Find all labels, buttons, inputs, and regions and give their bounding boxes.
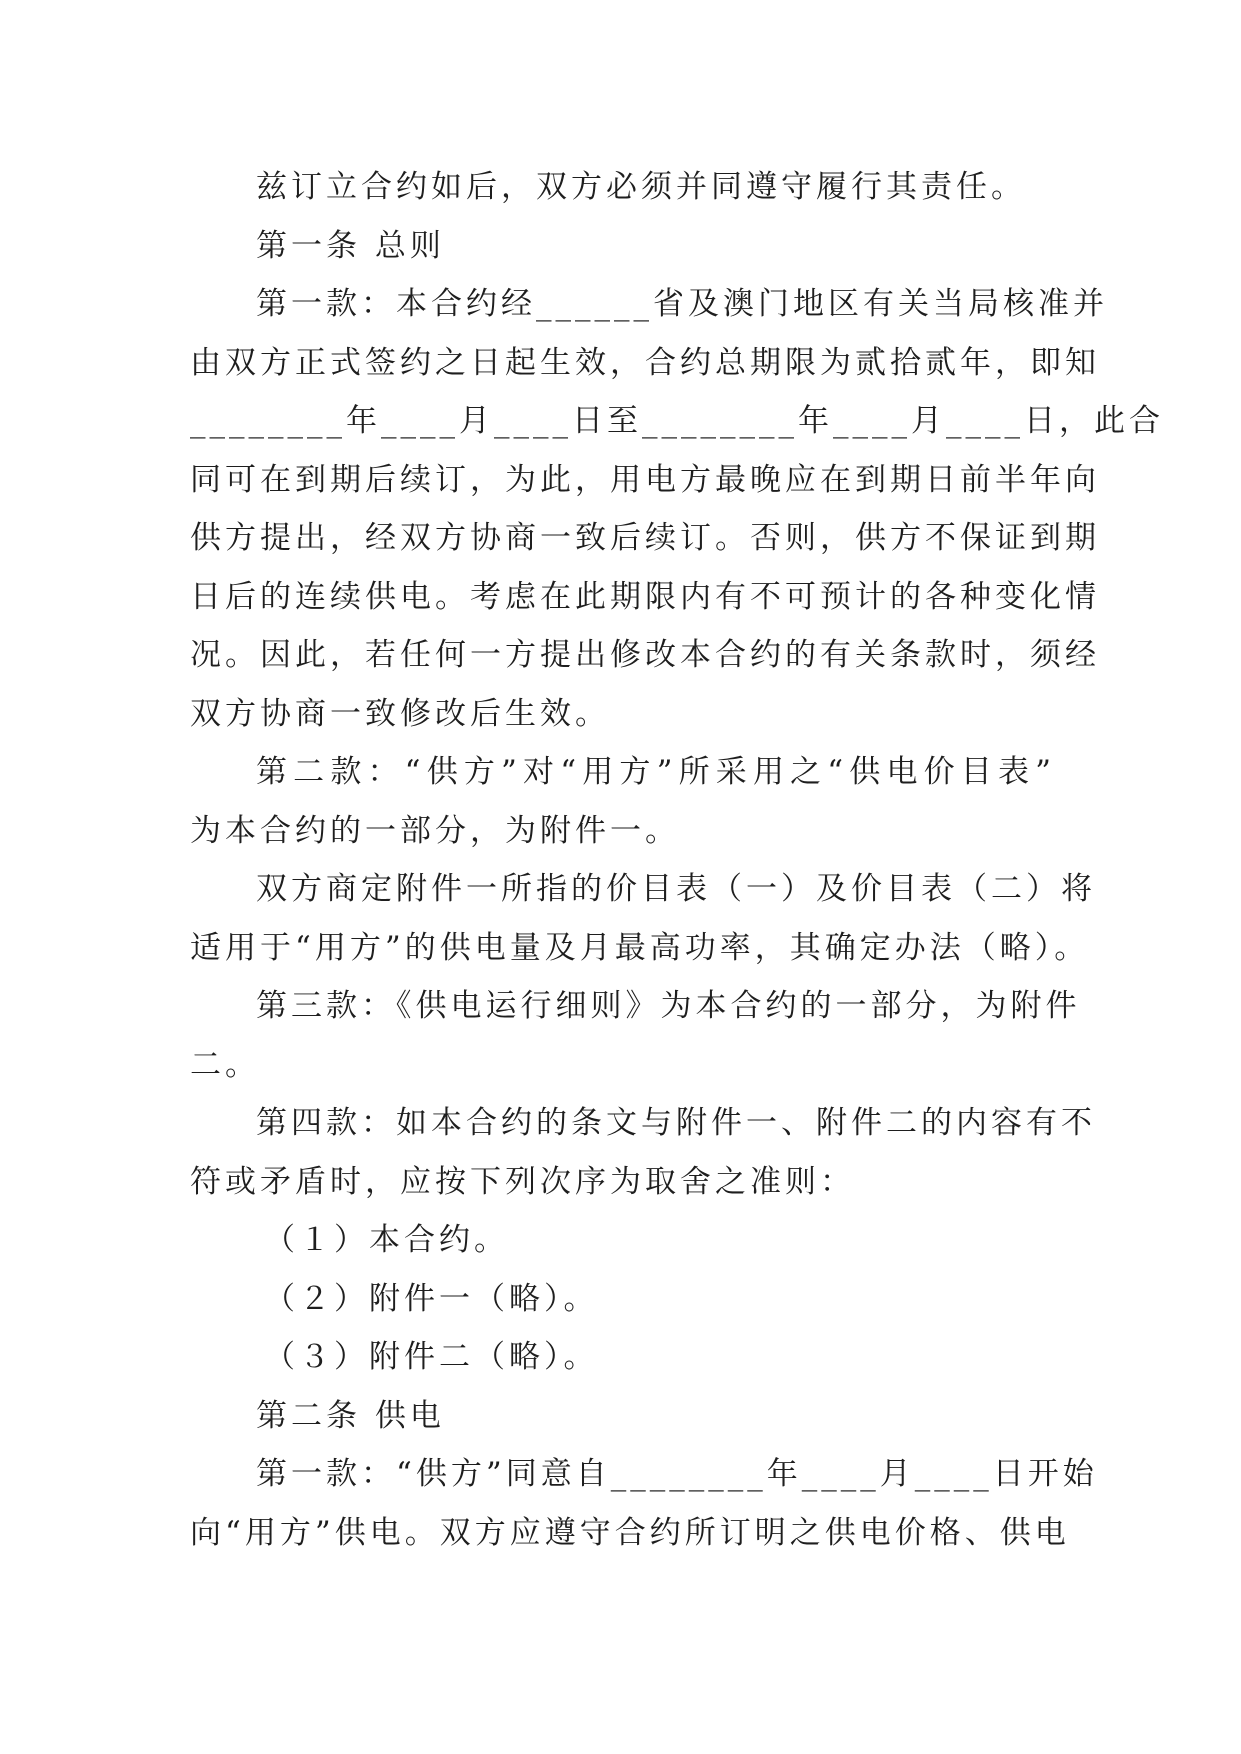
paragraph-line: 向“用方”供电。双方应遵守合约所订明之供电价格、供电 xyxy=(190,1514,1070,1551)
paragraph-line: 为本合约的一部分，为附件一。 xyxy=(190,812,680,849)
paragraph-line: 双方协商一致修改后生效。 xyxy=(190,695,610,732)
paragraph-line: 供方提出，经双方协商一致后续订。否则，供方不保证到期 xyxy=(190,520,1100,556)
document-body xyxy=(190,158,1164,1562)
list-item: （３）附件二（略）。 xyxy=(264,1339,599,1375)
paragraph-line: 双方商定附件一所指的价目表（一）及价目表（二）将 xyxy=(256,871,1096,907)
paragraph-line: 由双方正式签约之日起生效，合约总期限为贰拾贰年，即知 xyxy=(190,344,1100,381)
paragraph-line: 况。因此，若任何一方提出修改本合约的有关条款时，须经 xyxy=(190,637,1100,673)
paragraph-line: 兹订立合约如后，双方必须并同遵守履行其责任。 xyxy=(256,169,1026,205)
paragraph-line: 第一款：本合约经______省及澳门地区有关当局核准并 xyxy=(256,286,1108,322)
list-item: （１）本合约。 xyxy=(264,1222,509,1258)
paragraph-line: 第三款：《供电运行细则》为本合约的一部分，为附件 xyxy=(256,988,1081,1024)
paragraph-line: ________年____月____日至________年____月____日，此合 xyxy=(190,403,1164,439)
paragraph-line: 第四款：如本合约的条文与附件一、附件二的内容有不 xyxy=(256,1105,1096,1141)
paragraph-line: 同可在到期后续订，为此，用电方最晚应在到期日前半年向 xyxy=(190,461,1100,498)
article-heading: 第二条 供电 xyxy=(256,1397,445,1434)
paragraph-line: 符或矛盾时，应按下列次序为取舍之准则： xyxy=(190,1163,855,1200)
paragraph-line: 二。 xyxy=(190,1046,260,1083)
list-item: （２）附件一（略）。 xyxy=(264,1280,599,1317)
article-heading: 第一条 总则 xyxy=(256,227,445,264)
paragraph-line: 第二款：“供方”对“用方”所采用之“供电价目表” xyxy=(256,754,1055,790)
paragraph-line: 适用于“用方”的供电量及月最高功率，其确定办法（略）。 xyxy=(190,929,1090,966)
paragraph-line: 日后的连续供电。考虑在此期限内有不可预计的各种变化情 xyxy=(190,578,1100,615)
paragraph-line: 第一款：“供方”同意自________年____月____日开始 xyxy=(256,1456,1098,1492)
